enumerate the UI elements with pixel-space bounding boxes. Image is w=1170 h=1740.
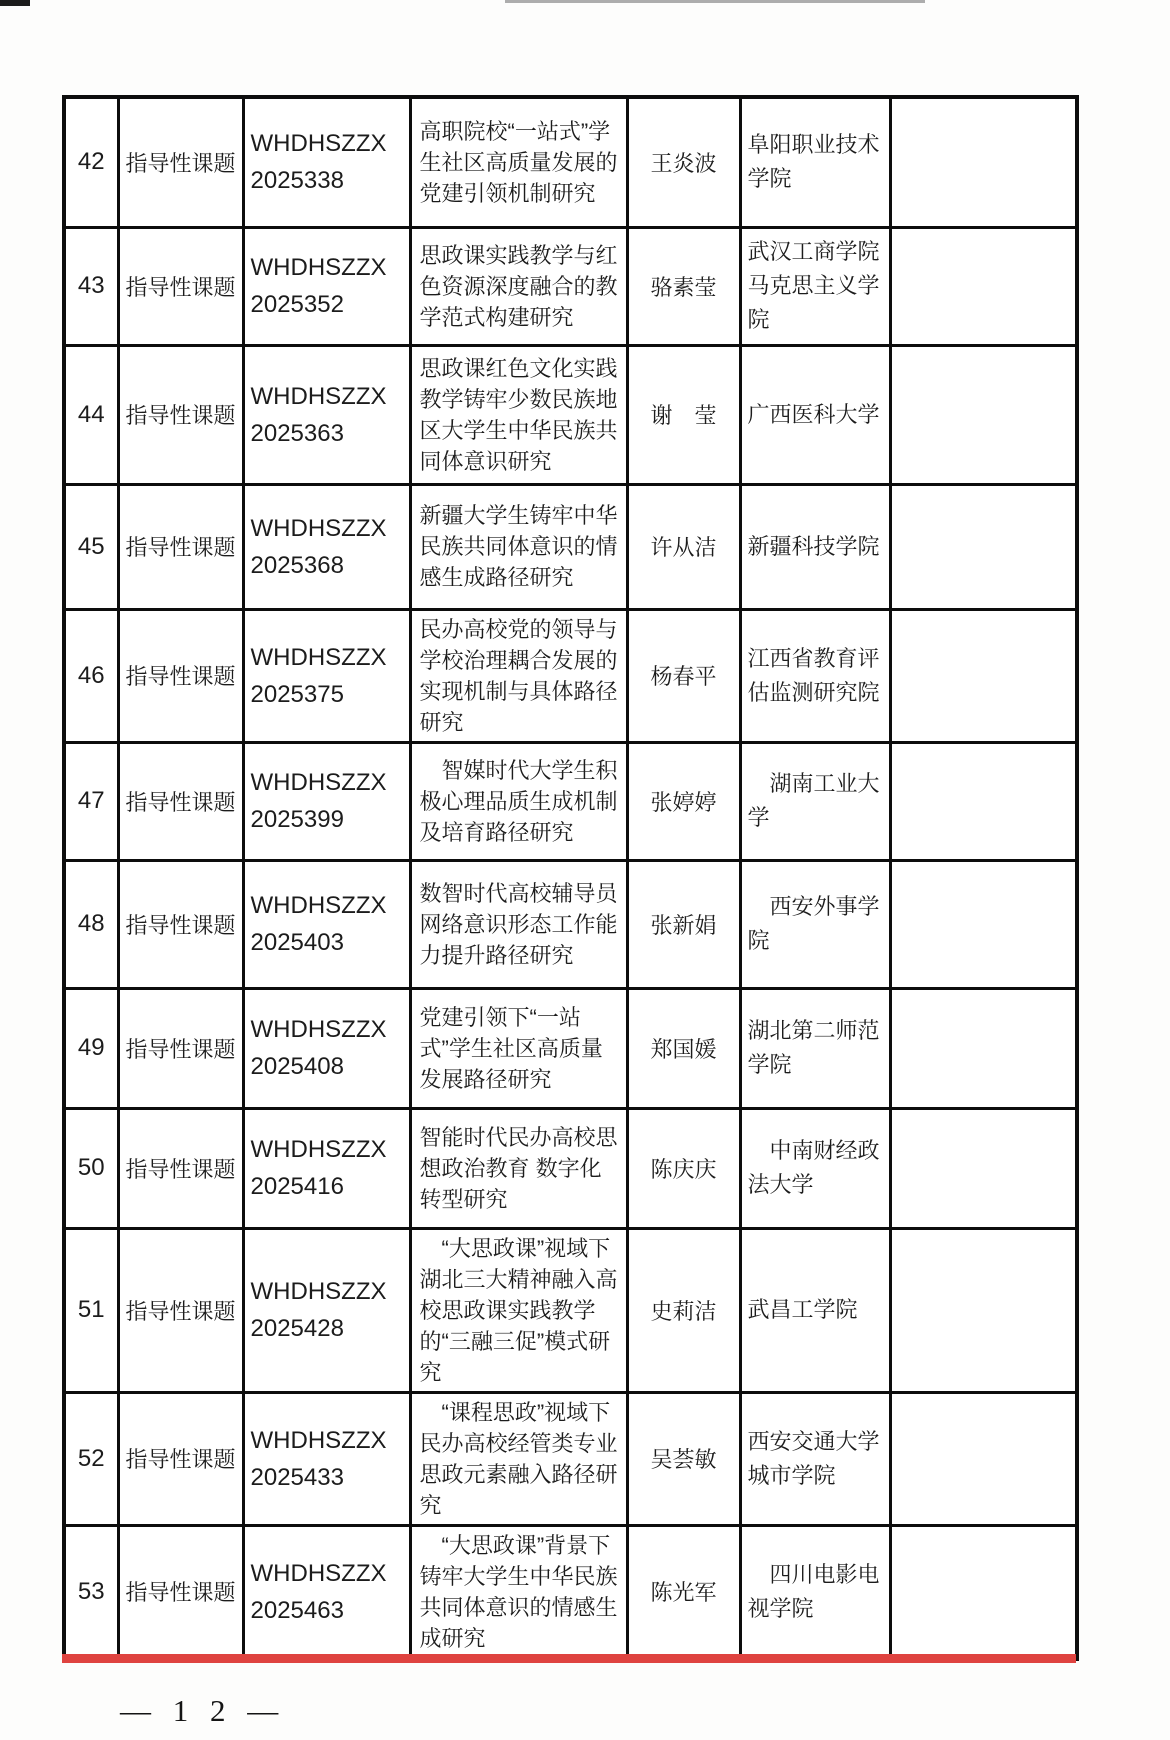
cell-row-number: [64, 1392, 118, 1525]
category-label: 指导性课题: [125, 1580, 236, 1605]
category-label: 指导性课题: [125, 664, 236, 689]
category-label: 指导性课题: [125, 1298, 236, 1324]
project-title: 智能时代民办高校思想政治教育 数字化转型研究: [419, 1124, 618, 1212]
table-row: [64, 609, 1077, 742]
cell-project-title: [410, 1228, 627, 1392]
row-number: 46: [77, 661, 105, 689]
cell-note-empty: [890, 97, 1077, 227]
institution-name: 阜阳职业技术学院: [747, 132, 880, 192]
cell-institution: [740, 860, 890, 988]
project-code-number: 2025463: [250, 1596, 344, 1624]
cell-institution: [740, 345, 890, 484]
leader-name: 张新娟: [650, 912, 717, 938]
cell-category: [118, 1228, 243, 1392]
cell-leader-name: [627, 609, 740, 742]
cell-category: [118, 742, 243, 860]
row-number: 49: [77, 1034, 105, 1061]
cell-row-number: [64, 227, 118, 345]
cell-project-code: [243, 484, 410, 609]
table-row: [64, 1228, 1077, 1392]
cell-leader-name: [627, 860, 740, 988]
cell-category: [118, 484, 243, 609]
row-number: 44: [77, 400, 105, 428]
cell-note-empty: [890, 484, 1077, 609]
cell-row-number: [64, 484, 118, 609]
category-label: 指导性课题: [125, 274, 236, 300]
project-title: “大思政课”视域下湖北三大精神融入高校思政课实践教学的“三融三促”模式研究: [419, 1235, 618, 1385]
leader-name: 史莉洁: [650, 1298, 717, 1324]
leader-name: 杨春平: [650, 664, 717, 689]
row-number: 42: [77, 148, 105, 176]
project-code-number: 2025433: [250, 1463, 344, 1491]
cell-leader-name: [627, 345, 740, 484]
institution-name: 湖北第二师范学院: [747, 1018, 880, 1077]
leader-name: 郑国媛: [650, 1036, 717, 1062]
project-code-prefix: WHDHSZZX: [250, 1016, 387, 1043]
row-number: 51: [77, 1296, 105, 1323]
institution-name: 武汉工商学院马克思主义学院: [747, 239, 880, 332]
cell-institution: [740, 742, 890, 860]
institution-name: 新疆科技学院: [747, 533, 880, 559]
cell-note-empty: [890, 1228, 1077, 1392]
project-code-prefix: WHDHSZZX: [250, 643, 387, 671]
leader-name: 陈庆庆: [650, 1156, 717, 1182]
project-code-number: 2025352: [250, 291, 344, 318]
row-number: 52: [77, 1444, 105, 1472]
red-divider: [62, 1654, 1076, 1663]
leader-name: 许从洁: [650, 535, 717, 560]
category-label: 指导性课题: [125, 403, 236, 428]
table-row: [64, 1525, 1077, 1659]
cell-category: [118, 227, 243, 345]
row-number: 45: [77, 532, 105, 560]
category-label: 指导性课题: [125, 1036, 236, 1062]
institution-name: 四川电影电视学院: [747, 1561, 880, 1621]
cell-category: [118, 1525, 243, 1659]
cell-project-title: [410, 227, 627, 345]
scan-artifact-top-line: [505, 0, 925, 3]
cell-category: [118, 860, 243, 988]
project-title: “大思政课”背景下铸牢大学生中华民族共同体意识的情感生成研究: [419, 1532, 618, 1651]
scan-artifact-top-left: [0, 0, 30, 6]
cell-note-empty: [890, 860, 1077, 988]
project-code-number: 2025363: [250, 419, 344, 447]
cell-leader-name: [627, 742, 740, 860]
cell-category: [118, 1392, 243, 1525]
cell-project-title: [410, 97, 627, 227]
leader-name: 张婷婷: [650, 789, 717, 815]
project-title: 智媒时代大学生积极心理品质生成机制及培育路径研究: [419, 757, 618, 845]
cell-row-number: [64, 988, 118, 1108]
row-number: 47: [77, 787, 105, 814]
cell-project-code: [243, 227, 410, 345]
cell-project-code: [243, 1525, 410, 1659]
cell-project-code: [243, 345, 410, 484]
cell-project-code: [243, 609, 410, 742]
table-row: [64, 860, 1077, 988]
cell-project-code: [243, 988, 410, 1108]
cell-project-title: [410, 1108, 627, 1228]
cell-row-number: [64, 609, 118, 742]
leader-name: 王炎波: [650, 150, 717, 176]
cell-leader-name: [627, 1392, 740, 1525]
project-title: 新疆大学生铸牢中华民族共同体意识的情感生成路径研究: [419, 503, 618, 590]
cell-leader-name: [627, 1108, 740, 1228]
row-number: 43: [77, 272, 105, 299]
cell-category: [118, 345, 243, 484]
project-code-prefix: WHDHSZZX: [250, 1136, 387, 1163]
cell-note-empty: [890, 1392, 1077, 1525]
cell-institution: [740, 97, 890, 227]
category-label: 指导性课题: [125, 535, 236, 560]
project-code-prefix: WHDHSZZX: [250, 514, 387, 542]
project-title: 民办高校党的领导与学校治理耦合发展的实现机制与具体路径研究: [419, 616, 618, 735]
project-code-prefix: WHDHSZZX: [250, 1426, 387, 1454]
institution-name: 广西医科大学: [747, 401, 880, 427]
project-code-number: 2025416: [250, 1173, 344, 1200]
cell-leader-name: [627, 988, 740, 1108]
cell-category: [118, 988, 243, 1108]
project-code-prefix: WHDHSZZX: [250, 769, 387, 796]
cell-leader-name: [627, 227, 740, 345]
cell-project-code: [243, 742, 410, 860]
project-title: 思政课实践教学与红色资源深度融合的教学范式构建研究: [419, 242, 618, 330]
cell-institution: [740, 988, 890, 1108]
cell-row-number: [64, 97, 118, 227]
institution-name: 武昌工学院: [747, 1297, 858, 1322]
leader-name: 陈光军: [650, 1580, 717, 1605]
category-label: 指导性课题: [125, 150, 236, 176]
cell-note-empty: [890, 345, 1077, 484]
table-row: [64, 1108, 1077, 1228]
cell-leader-name: [627, 1228, 740, 1392]
project-code-number: 2025338: [250, 167, 344, 195]
cell-institution: [740, 484, 890, 609]
cell-row-number: [64, 1228, 118, 1392]
cell-institution: [740, 1525, 890, 1659]
cell-row-number: [64, 742, 118, 860]
cell-note-empty: [890, 1525, 1077, 1659]
project-code-prefix: WHDHSZZX: [250, 892, 387, 919]
project-code-prefix: WHDHSZZX: [250, 382, 387, 410]
cell-category: [118, 97, 243, 227]
project-title: 思政课红色文化实践教学铸牢少数民族地区大学生中华民族共同体意识研究: [419, 355, 618, 474]
project-code-prefix: WHDHSZZX: [250, 130, 387, 158]
cell-category: [118, 609, 243, 742]
project-code-number: 2025375: [250, 680, 344, 708]
cell-project-code: [243, 1108, 410, 1228]
cell-institution: [740, 609, 890, 742]
cell-project-title: [410, 742, 627, 860]
cell-project-title: [410, 860, 627, 988]
institution-name: 江西省教育评估监测研究院: [747, 645, 880, 705]
row-number: 53: [77, 1577, 105, 1605]
project-title: 党建引领下“一站式”学生社区高质量发展路径研究: [419, 1004, 603, 1092]
cell-project-title: [410, 1392, 627, 1525]
leader-name: 吴荟敏: [650, 1447, 717, 1472]
project-title: 高职院校“一站式”学生社区高质量发展的党建引领机制研究: [419, 118, 618, 206]
cell-note-empty: [890, 609, 1077, 742]
cell-leader-name: [627, 97, 740, 227]
row-number: 50: [77, 1154, 105, 1181]
cell-note-empty: [890, 1108, 1077, 1228]
cell-project-title: [410, 988, 627, 1108]
cell-project-title: [410, 1525, 627, 1659]
leader-name: 骆素莹: [650, 274, 717, 300]
category-label: 指导性课题: [125, 912, 236, 938]
project-title: “课程思政”视域下民办高校经管类专业思政元素融入路径研究: [419, 1399, 618, 1518]
cell-project-code: [243, 1392, 410, 1525]
category-label: 指导性课题: [125, 1447, 236, 1472]
project-code-number: 2025403: [250, 929, 344, 956]
institution-name: 西安外事学院: [747, 894, 880, 953]
table-row: [64, 1392, 1077, 1525]
row-number: 48: [77, 910, 105, 937]
table-row: [64, 97, 1077, 227]
project-list-table: [62, 95, 1079, 1661]
table-row: [64, 484, 1077, 609]
cell-project-code: [243, 1228, 410, 1392]
institution-name: 湖南工业大学: [747, 771, 880, 830]
institution-name: 中南财经政法大学: [747, 1138, 880, 1197]
page-number: — 1 2 —: [120, 1692, 286, 1728]
cell-note-empty: [890, 227, 1077, 345]
cell-institution: [740, 227, 890, 345]
category-label: 指导性课题: [125, 1156, 236, 1182]
table-row: [64, 227, 1077, 345]
cell-project-title: [410, 609, 627, 742]
cell-project-code: [243, 97, 410, 227]
project-code-prefix: WHDHSZZX: [250, 1559, 387, 1587]
cell-note-empty: [890, 988, 1077, 1108]
cell-project-title: [410, 484, 627, 609]
cell-row-number: [64, 860, 118, 988]
project-code-number: 2025368: [250, 551, 344, 579]
cell-leader-name: [627, 1525, 740, 1659]
cell-institution: [740, 1228, 890, 1392]
table-row: [64, 742, 1077, 860]
cell-row-number: [64, 1525, 118, 1659]
table-row: [64, 988, 1077, 1108]
cell-institution: [740, 1108, 890, 1228]
document-page: [62, 95, 1076, 1729]
leader-name: 谢 莹: [650, 403, 717, 428]
cell-leader-name: [627, 484, 740, 609]
cell-row-number: [64, 1108, 118, 1228]
cell-row-number: [64, 345, 118, 484]
project-code-number: 2025399: [250, 806, 344, 833]
category-label: 指导性课题: [125, 789, 236, 815]
project-code-number: 2025408: [250, 1053, 344, 1080]
table-row: [64, 345, 1077, 484]
project-code-prefix: WHDHSZZX: [250, 1278, 387, 1305]
cell-institution: [740, 1392, 890, 1525]
project-code-prefix: WHDHSZZX: [250, 254, 387, 281]
institution-name: 西安交通大学城市学院: [747, 1428, 880, 1488]
cell-project-title: [410, 345, 627, 484]
cell-project-code: [243, 860, 410, 988]
cell-note-empty: [890, 742, 1077, 860]
project-title: 数智时代高校辅导员网络意识形态工作能力提升路径研究: [419, 880, 618, 968]
project-code-number: 2025428: [250, 1315, 344, 1342]
cell-category: [118, 1108, 243, 1228]
